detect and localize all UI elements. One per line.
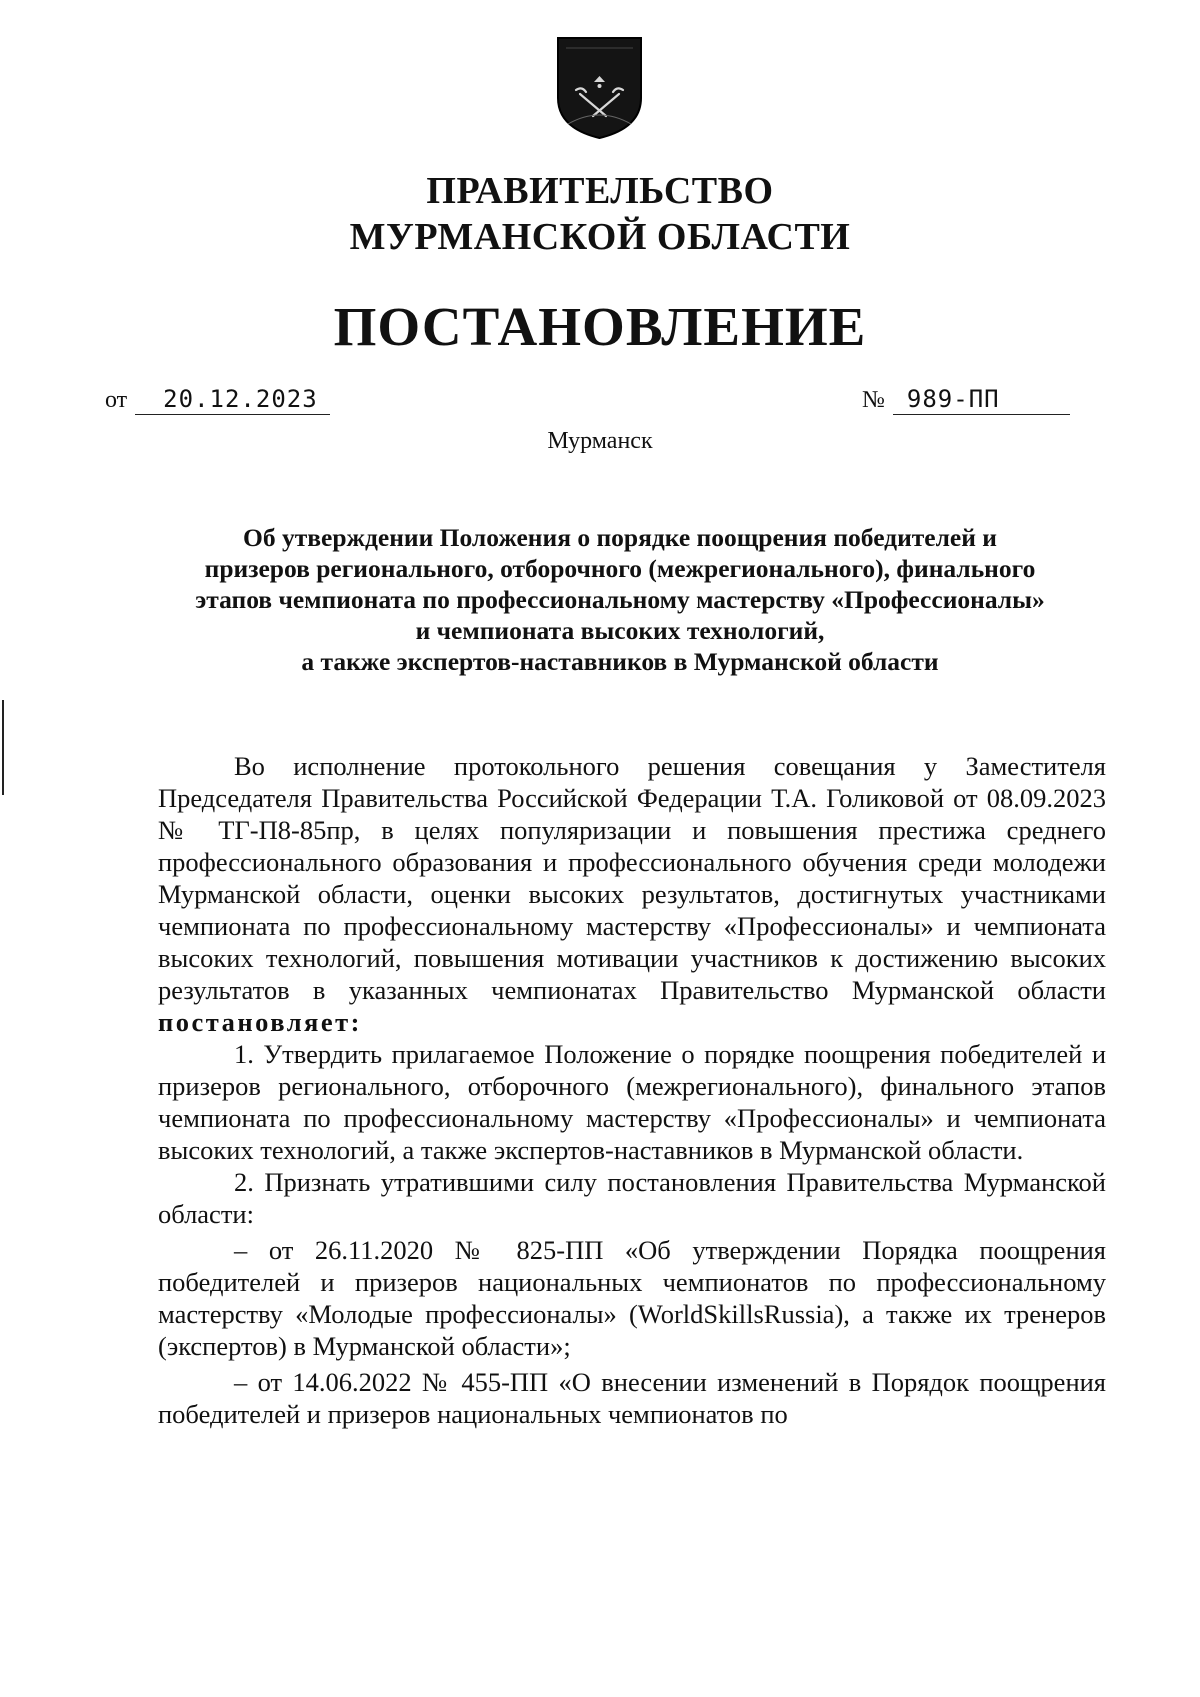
coat-of-arms-icon: [556, 36, 643, 140]
decree-word: постановляет:: [158, 1007, 362, 1037]
number-label: №: [862, 387, 885, 413]
item-1-paragraph: 1. Утвердить прилагаемое Положение о порядке поощрения победителей и призеров регионального, отборочного (межрегионального), финального этапов чемпионата по профессиональному мастерству «Профессионалы» и чемпионата высоких технологий, а также экспертов-наставников в Мурманской области.: [158, 1039, 1106, 1165]
margin-scan-mark: [2, 700, 4, 795]
document-number: [862, 384, 1070, 415]
preamble-text: Во исполнение протокольного решения совещания у Заместителя Председателя Правительства Российской Федерации Т.А. Голиковой от 08.09.2023 № ТГ-П8-85пр, в целях популяризации и повышения престижа среднего профессионального образования и профессионального обучения среди молодежи Мурманской области, оценки высоких результатов, достигнутых участниками чемпионата по профессиональному мастерству «Профессионалы» и чемпионата высоких технологий, повышения мотивации участников к достижению высоких результатов в указанных чемпионатах Правительство Мурманской области: [158, 751, 1106, 1005]
repealed-decree-2: – от 14.06.2022 № 455-ПП «О внесении изменений в Порядок поощрения победителей и призеров национальных чемпионатов по: [158, 1367, 1106, 1429]
date-value: 20.12.2023: [135, 384, 330, 415]
document-type: ПОСТАНОВЛЕНИЕ: [333, 296, 867, 357]
title-line: а также экспертов-наставников в Мурманской области: [301, 647, 939, 676]
document-title: [140, 522, 1100, 677]
title-line: призеров регионального, отборочного (межрегионального), финального: [204, 554, 1036, 583]
number-value: 989-ПП: [893, 384, 1070, 415]
organization-name-line1: ПРАВИТЕЛЬСТВО: [426, 170, 774, 212]
organization-name-line2: МУРМАНСКОЙ ОБЛАСТИ: [349, 216, 851, 258]
title-line: Об утверждении Положения о порядке поощрения победителей и: [243, 523, 997, 552]
title-line: и чемпионата высоких технологий,: [415, 616, 825, 645]
title-line: этапов чемпионата по профессиональному мастерству «Профессионалы»: [195, 585, 1045, 614]
city-name: Мурманск: [547, 428, 653, 454]
coat-of-arms-emblem: [556, 36, 643, 140]
document-date: [105, 384, 330, 415]
item-2-paragraph: 2. Признать утратившими силу постановления Правительства Мурманской области:: [158, 1167, 1106, 1229]
repealed-decree-1: – от 26.11.2020 № 825-ПП «Об утверждении Порядка поощрения победителей и призеров национальных чемпионатов по профессиональному мастерству «Молодые профессионалы» (WorldSkillsRussia), а также их тренеров (экспертов) в Мурманской области»;: [158, 1235, 1106, 1361]
date-label: от: [105, 387, 128, 413]
document-body: [158, 750, 1106, 1430]
preamble-paragraph: [158, 750, 1106, 1038]
